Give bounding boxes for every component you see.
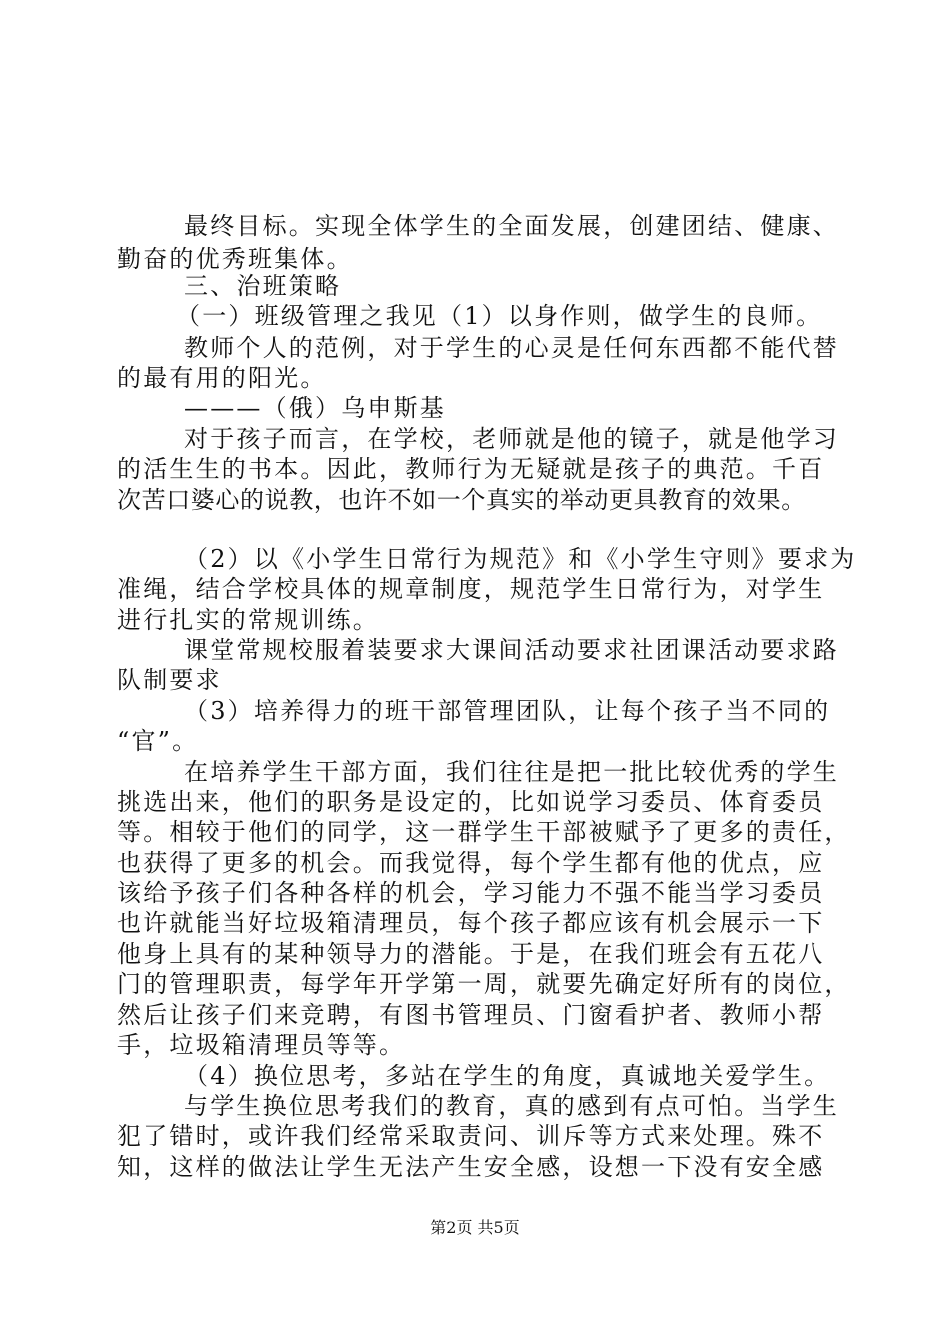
text-line: 也获得了更多的机会。而我觉得，每个学生都有他的优点，应 — [117, 849, 825, 877]
text-line: 门的管理职责，每学年开学第一周，就要先确定好所有的岗位， — [117, 970, 851, 998]
text-line: 次苦口婆心的说教，也许不如一个真实的举动更具教育的效果。 — [117, 486, 806, 514]
text-line: （4）换位思考，多站在学生的角度，真诚地关爱学生。 — [184, 1062, 831, 1090]
subsection-heading: （一）班级管理之我见（1）以身作则，做学生的良师。 — [176, 302, 823, 330]
section-heading: 三、治班策略 — [184, 272, 342, 300]
text-line: 知，这样的做法让学生无法产生安全感，设想一下没有安全感 — [117, 1153, 825, 1181]
text-line: 最终目标。实现全体学生的全面发展，创建团结、健康、 — [184, 212, 839, 240]
quote-line: 的最有用的阳光。 — [117, 364, 327, 392]
text-line: 等。相较于他们的同学，这一群学生干部被赋予了更多的责任， — [117, 818, 851, 846]
text-line: 他身上具有的某种领导力的潜能。于是，在我们班会有五花八 — [117, 940, 825, 968]
text-line: （2）以《小学生日常行为规范》和《小学生守则》要求为 — [184, 545, 857, 573]
text-line: 在培养学生干部方面，我们往往是把一批比较优秀的学生 — [184, 758, 839, 786]
quote-attribution: ———（俄）乌申斯基 — [184, 394, 446, 422]
text-line: 也许就能当好垃圾箱清理员，每个孩子都应该有机会展示一下 — [117, 909, 825, 937]
text-line: 与学生换位思考我们的教育，真的感到有点可怕。当学生 — [184, 1092, 839, 1120]
text-line: “官”。 — [117, 727, 199, 755]
text-line: 的活生生的书本。因此，教师行为无疑就是孩子的典范。千百 — [117, 455, 825, 483]
text-line: 手，垃圾箱清理员等等。 — [117, 1031, 406, 1059]
page-number-footer: 第2页 共5页 — [430, 1218, 520, 1237]
text-line: 准绳，结合学校具体的规章制度，规范学生日常行为，对学生 — [117, 575, 825, 603]
text-line: 犯了错时，或许我们经常采取责问、训斥等方式来处理。殊不 — [117, 1122, 825, 1150]
text-line: 该给予孩子们各种各样的机会，学习能力不强不能当学习委员 — [117, 879, 825, 907]
text-line: 课堂常规校服着装要求大课间活动要求社团课活动要求路 — [184, 636, 839, 664]
text-line: 挑选出来，他们的职务是设定的，比如说学习委员、体育委员 — [117, 788, 825, 816]
text-line: 队制要求 — [117, 666, 222, 694]
text-line: 对于孩子而言，在学校，老师就是他的镜子，就是他学习 — [184, 425, 839, 453]
text-line: （3）培养得力的班干部管理团队，让每个孩子当不同的 — [184, 697, 831, 725]
text-line: 然后让孩子们来竞聘，有图书管理员、门窗看护者、教师小帮 — [117, 1001, 825, 1029]
quote-line: 教师个人的范例，对于学生的心灵是任何东西都不能代替 — [184, 334, 839, 362]
text-line: 进行扎实的常规训练。 — [117, 606, 379, 634]
text-line: 勤奋的优秀班集体。 — [117, 245, 353, 273]
